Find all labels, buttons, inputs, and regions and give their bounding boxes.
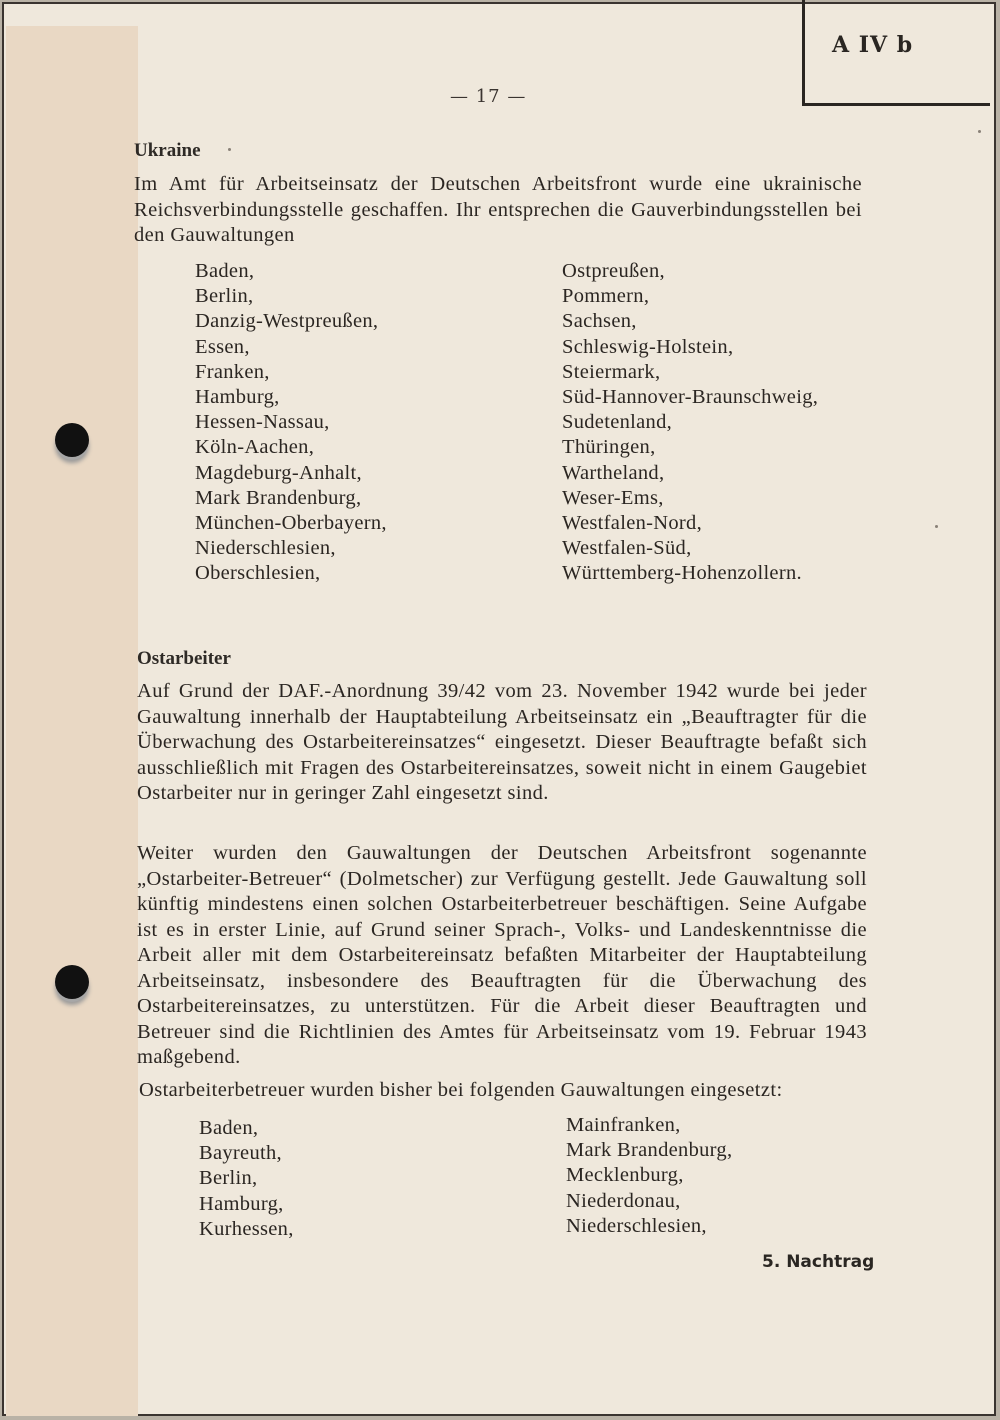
gau-list-item: Steiermark,	[562, 360, 661, 383]
heading-ostarbeiter: Ostarbeiter	[137, 648, 231, 669]
gau-list-item: Wartheland,	[562, 461, 665, 484]
supplement-label: 5. Nachtrag	[762, 1252, 875, 1272]
gau-list-item: Magdeburg-Anhalt,	[195, 461, 362, 484]
gau-list-item: Mecklenburg,	[566, 1164, 684, 1187]
gau-list-item: München-Oberbayern,	[195, 512, 387, 535]
gau-list-item: Niederdonau,	[566, 1189, 681, 1212]
gau-list-item: Danzig-Westpreußen,	[195, 310, 379, 333]
list-ostarbeiter-right	[566, 1113, 732, 1239]
gau-list-item: Westfalen-Süd,	[562, 537, 692, 560]
paper-speck	[935, 525, 938, 528]
paragraph-ukraine-intro: Im Amt für Arbeitseinsatz der Deutschen Arbeitsfront wurde eine ukrainische Reichsverbindungsstelle geschaffen. Ihr entsprechen die Gauverbindungsstellen bei den Gauwaltungen	[134, 173, 862, 246]
gau-list-item: Hamburg,	[199, 1192, 284, 1215]
gau-list-item: Hamburg,	[195, 386, 280, 409]
punch-hole-bottom	[55, 965, 89, 999]
gau-list-item: Weser-Ems,	[562, 486, 664, 509]
gau-list-item: Essen,	[195, 335, 250, 358]
gau-list-item: Baden,	[195, 260, 255, 282]
gau-list-item: Sudetenland,	[562, 411, 673, 434]
gau-list-item: Hessen-Nassau,	[195, 411, 330, 434]
gau-list-item: Westfalen-Nord,	[562, 512, 703, 535]
list-ukraine-right	[562, 259, 818, 587]
gau-list-item: Schleswig-Holstein,	[562, 335, 734, 358]
gau-list-item: Berlin,	[195, 285, 254, 308]
paper-speck	[228, 148, 231, 151]
punch-hole-top	[55, 423, 89, 457]
paragraph-ostarbeiter-1: Auf Grund der DAF.-Anordnung 39/42 vom 23. November 1942 wurde bei jeder Gauwaltung innerhalb der Hauptabteilung Arbeitseinsatz ein „Beauftragter für die Überwachung des Ostarbeitereinsatzes“ eingesetzt. Dieser Beauftragte befaßt sich ausschließlich mit Fragen des Ostarbeitereinsatzes, soweit nicht in einem Gaugebiet Ostarbeiter nur in geringer Zahl eingesetzt sind.	[137, 680, 867, 804]
list-ostarbeiter-left	[199, 1116, 294, 1242]
gau-list-item: Württemberg-Hohenzollern.	[562, 562, 802, 585]
gau-list-item: Oberschlesien,	[195, 562, 321, 585]
gau-list-item: Bayreuth,	[199, 1142, 282, 1165]
gau-list-item: Baden,	[199, 1117, 259, 1139]
gau-list-item: Franken,	[195, 360, 270, 383]
paragraph-ostarbeiter-3: Ostarbeiterbetreuer wurden bisher bei folgenden Gauwaltungen eingesetzt:	[139, 1079, 783, 1101]
list-ukraine-left	[195, 259, 387, 587]
gau-list-item: Pommern,	[562, 285, 650, 308]
gau-list-item: Mainfranken,	[566, 1114, 681, 1136]
gau-list-item: Kurhessen,	[199, 1217, 294, 1240]
paper-strip	[6, 26, 138, 1416]
heading-ukraine: Ukraine	[134, 140, 201, 161]
section-label: A IV b	[832, 32, 914, 58]
page-number: — 17 —	[450, 86, 527, 107]
gau-list-item: Köln-Aachen,	[195, 436, 315, 459]
gau-list-item: Niederschlesien,	[566, 1214, 707, 1237]
gau-list-item: Berlin,	[199, 1167, 258, 1190]
gau-list-item: Mark Brandenburg,	[195, 486, 362, 509]
paragraph-ostarbeiter-2: Weiter wurden den Gauwaltungen der Deutschen Arbeitsfront sogenannte „Ostarbeiter-Betreuer“ (Dolmetscher) zur Verfügung gestellt. Jede Gauwaltung soll künftig mindestens einen solchen Ostarbeiterbetreuer beschäftigen. Seine Aufgabe ist es in erster Linie, auf Grund seiner Sprach-, Volks- und Landeskenntnisse die Arbeit aller mit dem Ostarbeitereinsatz befaßten Mitarbeiter der Hauptabteilung Arbeitseinsatz, insbesondere des Beauftragten für die Überwachung des Ostarbeitereinsatzes, zu unterstützen. Für die Arbeit dieser Beauftragten und Betreuer sind die Richtlinien des Amtes für Arbeitseinsatz vom 19. Februar 1943 maßgebend.	[137, 842, 867, 1068]
gau-list-item: Niederschlesien,	[195, 537, 336, 560]
gau-list-item: Sachsen,	[562, 310, 637, 333]
gau-list-item: Mark Brandenburg,	[566, 1139, 733, 1162]
gau-list-item: Ostpreußen,	[562, 260, 665, 282]
gau-list-item: Süd-Hannover-Braunschweig,	[562, 386, 819, 409]
gau-list-item: Thüringen,	[562, 436, 656, 459]
paper-speck	[978, 130, 981, 133]
